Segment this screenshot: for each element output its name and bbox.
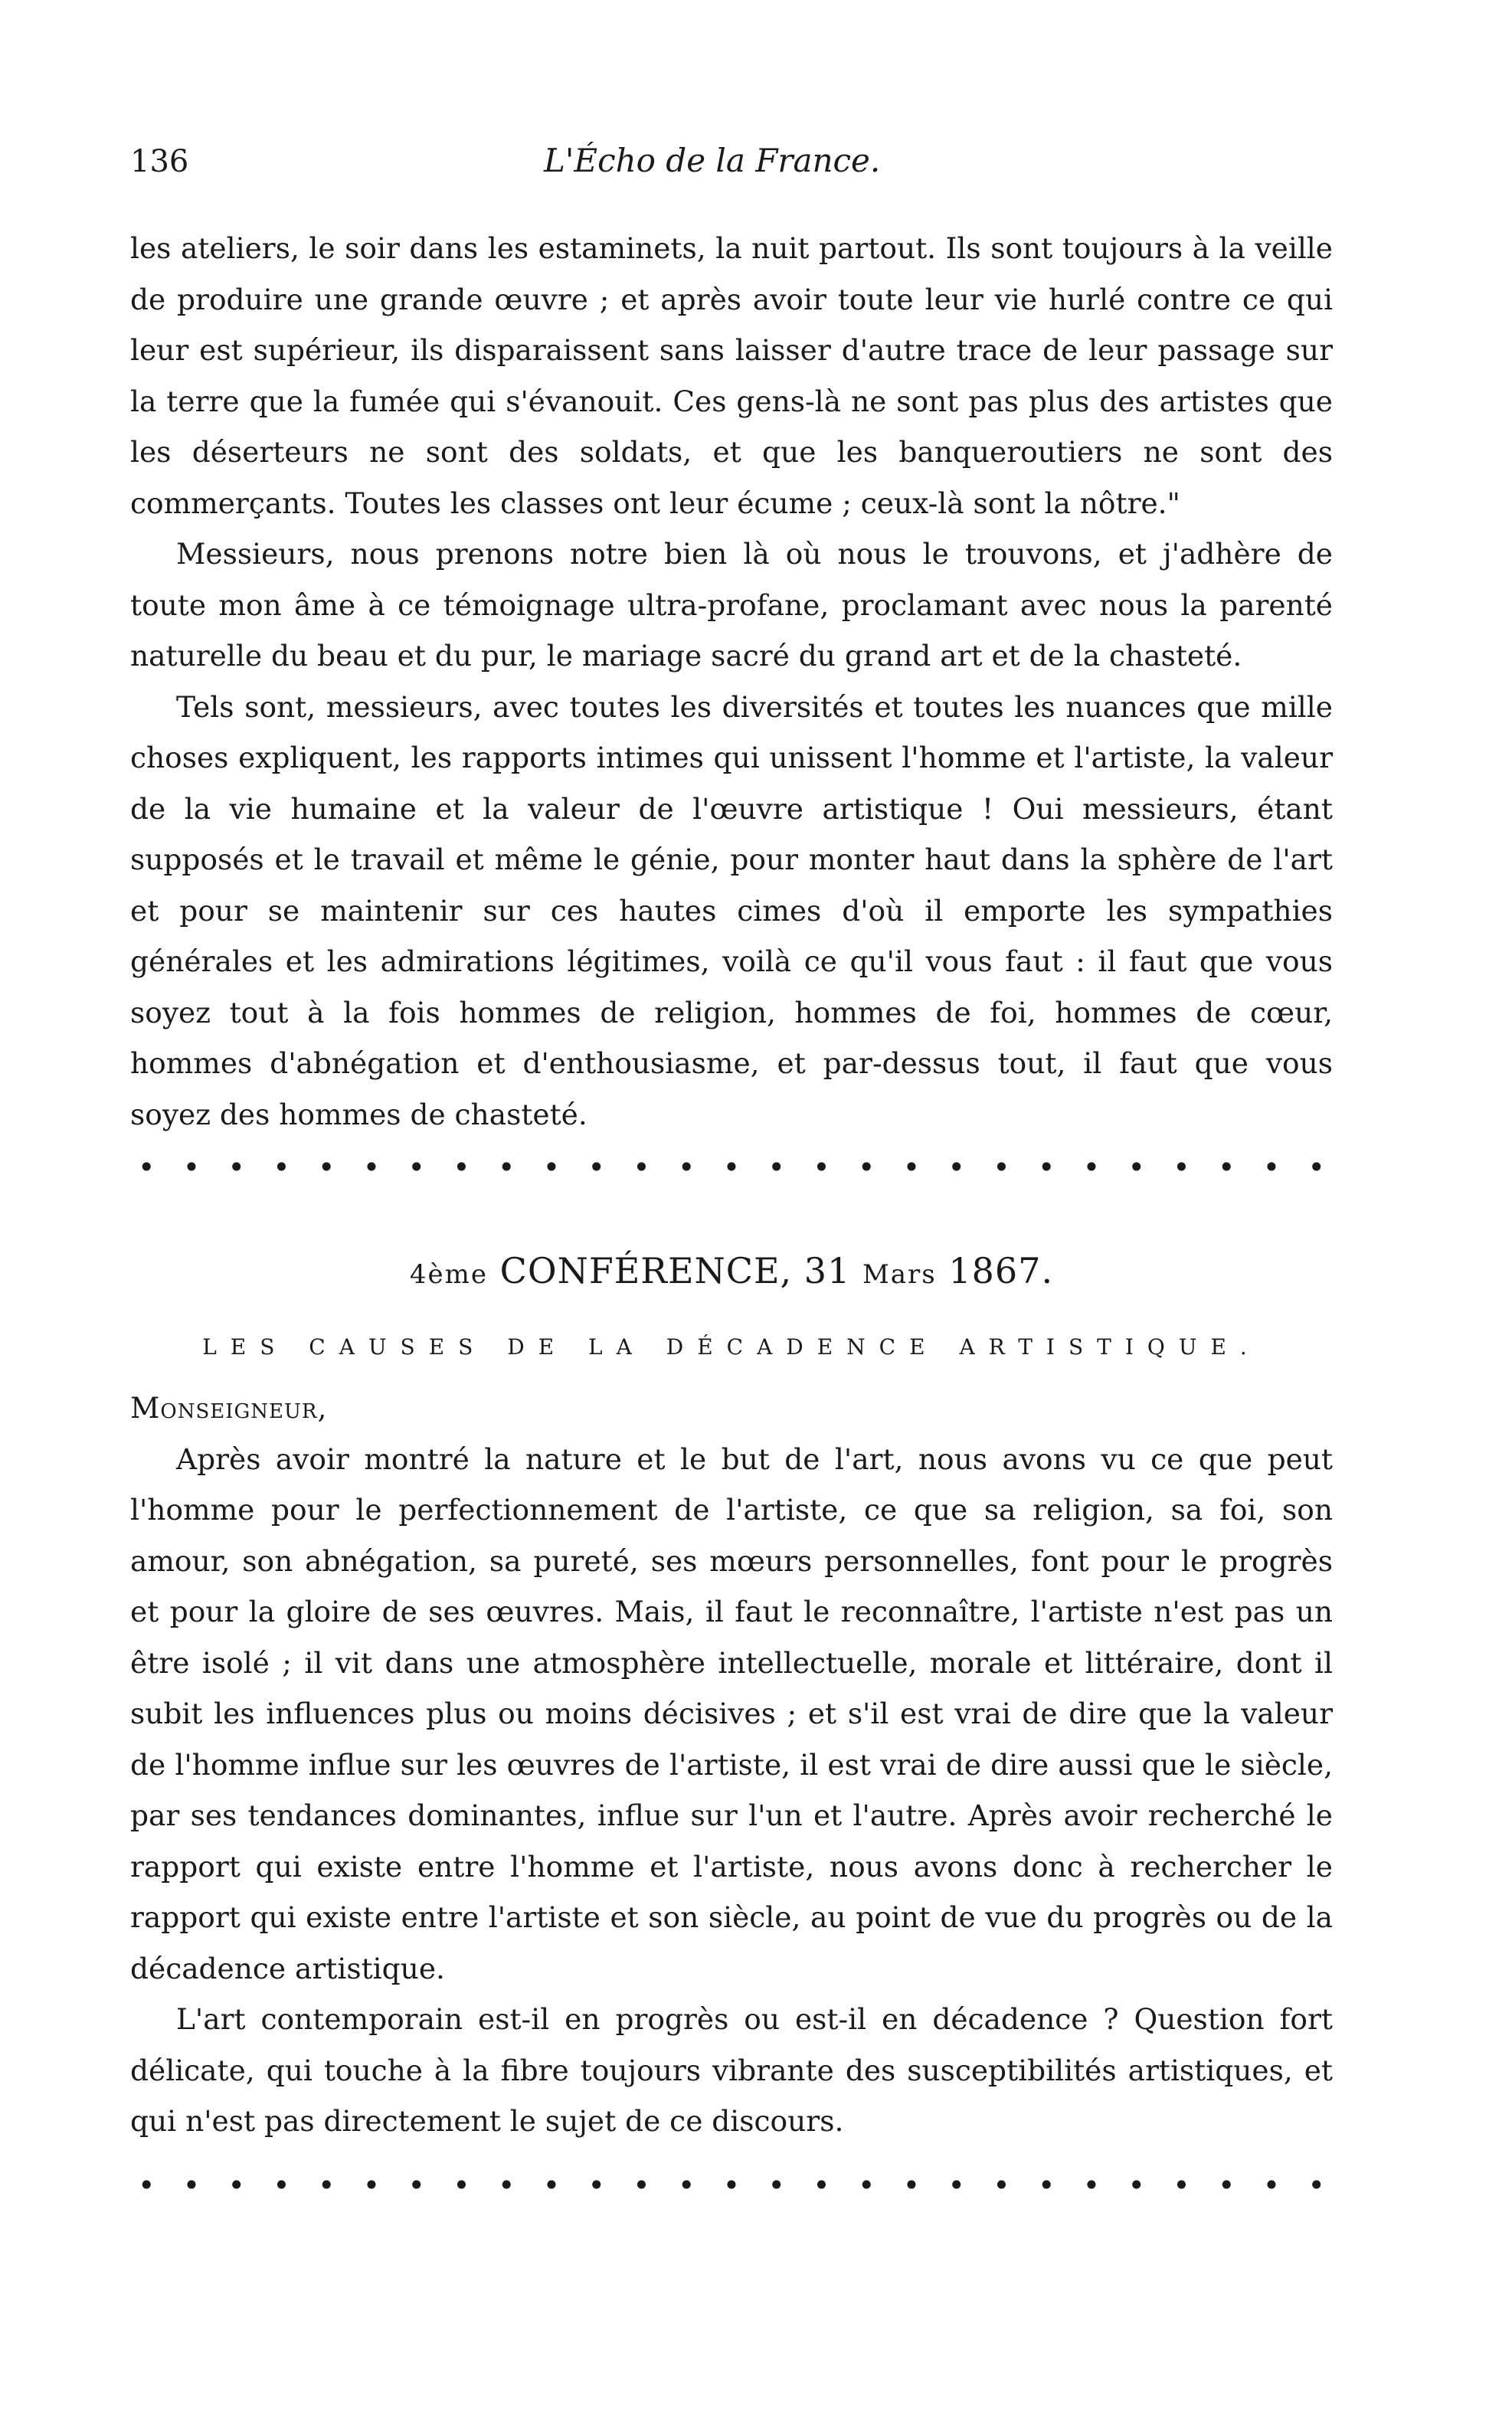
- conference-word: CONFÉRENCE,: [499, 1250, 793, 1291]
- paragraph-messieurs: Messieurs, nous prenons notre bien là où nous le trouvons, et j'adhère de toute mon âme à ce témoignage ultra-profane, proclamant avec nous la parenté naturelle du beau et du pur, le mariage sacré du grand art et de la chasteté.: [130, 537, 1333, 673]
- page-header: [130, 142, 1333, 195]
- paragraph-apres-avoir: Après avoir montré la nature et le but de l'art, nous avons vu ce que peut l'homme pour le perfectionnement de l'artiste, ce que sa religion, sa foi, son amour, son abnégation, sa pureté, ses mœurs personnelles, font pour le progrès et pour la gloire de ses œuvres. Mais, il faut le reconnaître, l'artiste n'est pas un être isolé ; il vit dans une atmosphère intellectuelle, morale et littéraire, dont il subit les influences plus ou moins décisives ; et s'il est vrai de dire que la valeur de l'homme influe sur les œuvres de l'artiste, il est vrai de dire aussi que le siècle, par ses tendances dominantes, influe sur l'un et l'autre. Après avoir recherché le rapport qui existe entre l'homme et l'artiste, nous avons donc à rechercher le rapport qui existe entre l'artiste et son siècle, au point de vue du progrès ou de la décadence artistique.: [130, 1442, 1333, 1985]
- salutation: Monseigneur,: [130, 1391, 328, 1425]
- conference-day: 31: [803, 1250, 851, 1291]
- paragraph-art-contemporain: L'art contemporain est-il en progrès ou est-il en décadence ? Question fort délicate, qui touche à la fibre toujours vibrante des susceptibilités artistiques, et qui n'est pas directement le sujet de ce discours.: [130, 2002, 1333, 2138]
- dot-separator-top: • • • • • • • • • • • • • • • • • • • • • • • • • • •: [138, 1150, 1325, 1184]
- dot-separator-bottom: • • • • • • • • • • • • • • • • • • • • • • • • • • •: [138, 2168, 1325, 2202]
- running-title: L'Écho de la France.: [544, 142, 881, 179]
- book-page: [130, 142, 1333, 2208]
- conference-year: 1867.: [948, 1250, 1054, 1291]
- conference-number: 4ème: [409, 1259, 489, 1290]
- conference-title: [130, 1244, 1333, 1301]
- page-number: 136: [130, 144, 189, 179]
- paragraph-continuation: les ateliers, le soir dans les estaminets, la nuit partout. Ils sont toujours à la veille de produire une grande œuvre ; et après avoir toute leur vie hurlé contre ce qui leur est supérieur, ils disparaissent sans laisser d'autre trace de leur passage sur la terre que la fumée qui s'évanouit. Ces gens-là ne sont pas plus des artistes que les déserteurs ne sont des soldats, et que les banqueroutiers ne sont des commerçants. Toutes les classes ont leur écume ; ceux-là sont la nôtre.": [130, 231, 1333, 520]
- paragraph-tels-sont: Tels sont, messieurs, avec toutes les diversités et toutes les nuances que mille choses expliquent, les rapports intimes qui unissent l'homme et l'artiste, la valeur de la vie humaine et la valeur de l'œuvre artistique ! Oui messieurs, étant supposés et le travail et même le génie, pour monter haut dans la sphère de l'art et pour se maintenir sur ces hautes cimes d'où il emporte les sympathies générales et les admirations légitimes, voilà ce qu'il vous faut : il faut que vous soyez tout à la fois hommes de religion, hommes de foi, hommes de cœur, hommes d'abnégation et d'enthousiasme, et par-dessus tout, il faut que vous soyez des hommes de chasteté.: [130, 689, 1333, 1131]
- section-heading: LES CAUSES DE LA DÉCADENCE ARTISTIQUE.: [202, 1334, 1261, 1360]
- conference-month: Mars: [862, 1259, 937, 1290]
